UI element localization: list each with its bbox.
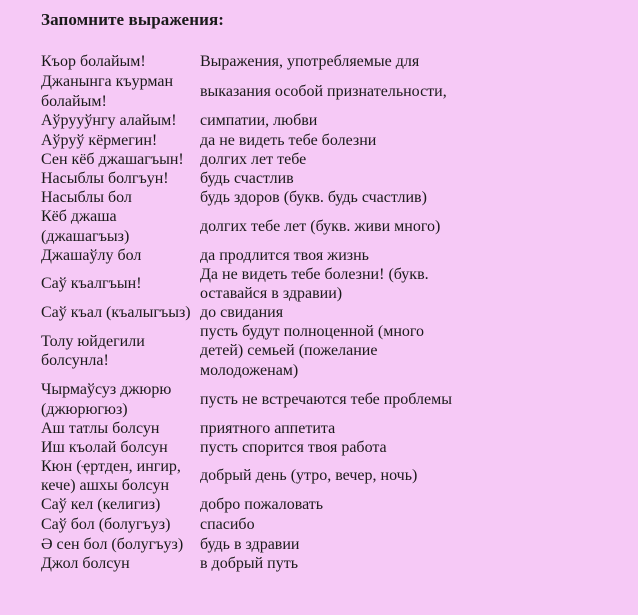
russian-translation-line: добро пожаловать [200, 496, 324, 514]
karachay-phrase [41, 274, 200, 293]
karachay-phrase [41, 150, 200, 169]
russian-translation-line: молодоженам) [200, 361, 299, 379]
russian-translation-line: да не видеть тебе болезни [200, 131, 377, 149]
phrase-table [41, 52, 631, 573]
russian-translation-line: детей) семьей (пожелание [200, 342, 378, 360]
russian-translation-line: долгих лет тебе [200, 150, 307, 168]
russian-translation-line: будь здоров (букв. будь счастлив) [200, 188, 427, 206]
karachay-phrase [41, 515, 200, 534]
karachay-phrase-line: Аўруў кёрмегин! [41, 131, 158, 149]
phrase-row [41, 380, 631, 419]
russian-translation [200, 535, 631, 554]
karachay-phrase [41, 554, 200, 573]
phrase-row [41, 419, 631, 438]
russian-translation [200, 131, 631, 150]
karachay-phrase [41, 52, 200, 71]
karachay-phrase-line: Къор болайым! [41, 53, 146, 71]
russian-translation-line: будь счастлив [200, 169, 294, 187]
russian-translation-line: долгих тебе лет (букв. живи много) [200, 217, 441, 235]
karachay-phrase [41, 207, 200, 245]
karachay-phrase [41, 246, 200, 265]
russian-translation [200, 554, 631, 573]
karachay-phrase [41, 332, 200, 370]
karachay-phrase [41, 535, 200, 554]
karachay-phrase-line: болсунла! [41, 352, 109, 369]
karachay-phrase-line: Насыблы бол [41, 188, 132, 206]
phrase-row [41, 169, 631, 188]
karachay-phrase-line: Аўрууўнгу алайым! [41, 112, 177, 130]
karachay-phrase-line: Джол болсун [41, 554, 130, 572]
phrase-row [41, 188, 631, 207]
russian-translation [200, 169, 631, 188]
phrase-row [41, 111, 631, 131]
russian-translation-line: Да не видеть тебе болезни! (букв. [200, 265, 429, 283]
russian-translation [200, 466, 631, 485]
russian-translation [200, 111, 631, 130]
karachay-phrase [41, 111, 200, 130]
phrase-row [41, 150, 631, 169]
karachay-phrase [41, 457, 200, 495]
karachay-phrase-line: Иш къолай болсун [41, 438, 168, 456]
russian-translation [200, 246, 631, 265]
karachay-phrase-line: кече) ашхы болсун [41, 477, 170, 494]
phrase-row [41, 72, 631, 111]
phrase-row [41, 515, 631, 535]
russian-translation-line: симпатии, любви [200, 112, 318, 130]
russian-translation [200, 515, 631, 534]
russian-translation [200, 495, 631, 514]
russian-translation-line: приятного аппетита [200, 419, 336, 437]
karachay-phrase-line: (джашагъыз) [41, 227, 130, 245]
karachay-phrase-line: Чырмаўсуз джюрю [41, 381, 172, 399]
russian-translation-line: оставайся в здравии) [200, 285, 343, 302]
karachay-phrase [41, 419, 200, 438]
karachay-phrase-line: Насыблы болгъун! [41, 169, 169, 187]
phrase-row [41, 495, 631, 515]
russian-translation-line: да продлится твоя жизнь [200, 246, 369, 264]
karachay-phrase-line: Кёб джаша [41, 208, 117, 226]
karachay-phrase-line: Саў къалгъын! [41, 275, 142, 293]
phrase-row [41, 303, 631, 322]
karachay-phrase-line: Ә сен бол (болугъуз) [41, 535, 184, 553]
russian-translation [200, 419, 631, 438]
karachay-phrase-line: Аш татлы болсун [41, 419, 160, 437]
russian-translation [200, 217, 631, 236]
phrase-row [41, 457, 631, 495]
karachay-phrase [41, 131, 200, 150]
karachay-phrase-line: Джанынга къурман [41, 73, 174, 91]
russian-translation-line: добрый день (утро, вечер, ночь) [200, 467, 418, 485]
karachay-phrase [41, 380, 200, 418]
russian-translation [200, 322, 631, 380]
phrase-row [41, 52, 631, 72]
russian-translation-line: будь в здравии [200, 535, 300, 553]
russian-translation-line: пусть не встречаются тебе проблемы [200, 390, 452, 408]
karachay-phrase [41, 72, 200, 110]
karachay-phrase [41, 303, 200, 322]
phrase-row [41, 265, 631, 303]
karachay-phrase-line: Толу юйдегили [41, 332, 145, 350]
karachay-phrase-line: болайым! [41, 92, 107, 110]
russian-translation-line: Выражения, употребляемые для [200, 53, 420, 71]
phrase-row [41, 438, 631, 457]
phrase-row [41, 207, 631, 246]
russian-translation [200, 390, 631, 409]
russian-translation-line: пусть спорится твоя работа [200, 438, 387, 456]
russian-translation [200, 265, 631, 303]
phrase-row [41, 246, 631, 265]
karachay-phrase-line: Джашаўлу бол [41, 246, 142, 264]
karachay-phrase-line: Кюн (ҿртден, ингир, [41, 457, 181, 475]
russian-translation [200, 82, 631, 101]
karachay-phrase-line: Саў бол (болугъуз) [41, 516, 171, 534]
russian-translation-line: спасибо [200, 516, 255, 534]
karachay-phrase [41, 169, 200, 188]
karachay-phrase-line: Саў кел (келигиз) [41, 496, 161, 514]
russian-translation [200, 303, 631, 322]
russian-translation-line: в добрый путь [200, 554, 298, 572]
russian-translation [200, 150, 631, 169]
page-title: Запомните выражения: [41, 10, 225, 29]
phrase-row [41, 131, 631, 150]
russian-translation [200, 52, 631, 71]
phrase-row [41, 554, 631, 573]
russian-translation-line: выказания особой признательности, [200, 82, 447, 100]
karachay-phrase [41, 438, 200, 457]
phrase-row [41, 322, 631, 380]
karachay-phrase [41, 495, 200, 514]
russian-translation-line: до свидания [200, 303, 284, 321]
phrase-row [41, 535, 631, 554]
karachay-phrase-line: (джюрюгюз) [41, 400, 128, 418]
russian-translation [200, 188, 631, 207]
karachay-phrase [41, 188, 200, 207]
karachay-phrase-line: Саў къал (къалыгъыз) [41, 303, 191, 321]
russian-translation [200, 438, 631, 457]
karachay-phrase-line: Сен кёб джашагъын! [41, 150, 184, 168]
russian-translation-line: пусть будут полноценной (много [200, 323, 425, 341]
